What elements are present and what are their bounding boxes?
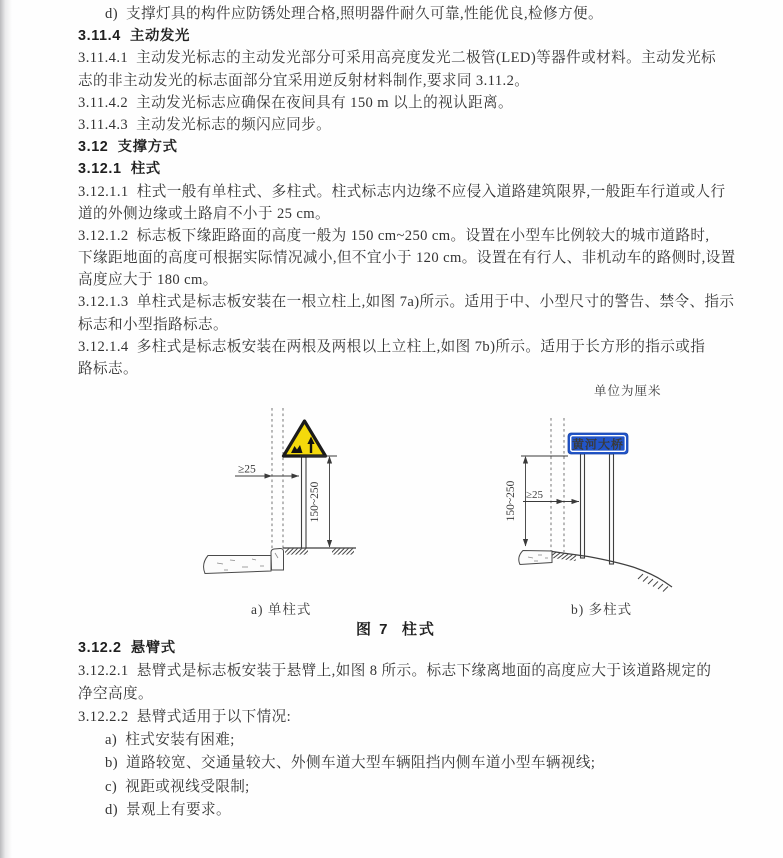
figure-caption-b: b) 多柱式 (571, 602, 633, 617)
sign-post-left (581, 454, 585, 558)
clauses-bottom (78, 637, 750, 822)
clause-3-12-2-1-cont: 净空高度。 (78, 686, 153, 703)
height-dimension-label: 150~250 (309, 481, 321, 523)
clause-item-d: d) 支撑灯具的构件应防锈处理合格,照明器件耐久可靠,性能优良,检修方便。 (105, 6, 604, 22)
clause-3-12-1-4-cont: 路标志。 (78, 361, 138, 377)
heading-3-12-1: 3.12.1 柱式 (78, 161, 161, 178)
clause-3-12-1-2-end: 高度应大于 180 cm。 (78, 272, 218, 289)
clause-3-12-1-2-cont: 下缘距地面的高度可根据实际情况减小,但不宜小于 120 cm。设置在有行人、非机动车的路侧时,设置 (78, 250, 736, 267)
clause-3-12-1-4: 3.12.1.4 多柱式是标志板安装在两根及两根以上立柱上,如图 7b)所示。适用于长方形的指示或指 (78, 338, 706, 355)
list-item-b: b) 道路较宽、交通量较大、外侧车道大型车辆阻挡内侧车道小型车辆视线; (105, 755, 596, 772)
offset-dimension-label: ≥25 (238, 463, 256, 476)
slope-hatch-ticks (638, 574, 668, 592)
figure-title: 图 7 柱式 (356, 621, 436, 638)
clause-3-12-1-1-cont: 道的外侧边缘或土路肩不小于 25 cm。 (78, 205, 331, 222)
clause-3-12-2-2: 3.12.2.2 悬臂式适用于以下情况: (78, 709, 292, 726)
warning-triangle-sign (284, 421, 326, 456)
height-dimension-label: 150~250 (505, 480, 517, 522)
curb-and-sidewalk (204, 548, 284, 573)
scan-edge-shadow (0, 0, 12, 858)
diagram-single-post (190, 400, 365, 585)
clause-3-12-1-1: 3.12.1.1 柱式一般有单柱式、多柱式。柱式标志内边缘不应侵入道路建筑限界,一般距车行道或人行 (78, 183, 726, 200)
list-item-d: d) 景观上有要求。 (105, 801, 232, 818)
curb-slab (519, 551, 552, 565)
figure-caption-a: a) 单柱式 (251, 602, 312, 617)
clause-3-12-2-1: 3.12.2.1 悬臂式是标志板安装于悬臂上,如图 8 所示。标志下缘离地面的高度应大于该道路规定的 (78, 663, 712, 680)
heading-3-12-2: 3.12.2 悬臂式 (78, 640, 176, 656)
clause-3-11-4-1: 3.11.4.1 主动发光标志的主动发光部分可采用高亮度发光二极管(LED)等器件或材料。主动发光标 (78, 50, 717, 67)
ground-hatch-right (332, 549, 354, 555)
offset-dimension-label: ≥25 (526, 489, 544, 501)
clause-3-11-4-2: 3.11.4.2 主动发光标志应确保在夜间具有 150 m 以上的视认距离。 (78, 94, 514, 111)
diagram-multi-post (490, 400, 690, 595)
edge-dashed-lines (551, 418, 564, 552)
list-item-a: a) 柱式安装有困难; (105, 732, 235, 749)
ground-hatch-left (285, 549, 308, 555)
offset-dimension (235, 464, 299, 479)
clause-3-12-1-3-cont: 标志和小型指路标志。 (78, 316, 228, 333)
clause-3-12-1-2: 3.12.1.2 标志板下缘距路面的高度一般为 150 cm~250 cm。设置在小型车比例较大的城市道路时, (78, 227, 710, 244)
heading-3-11-4: 3.11.4 主动发光 (78, 28, 190, 45)
clause-3-11-4-3: 3.11.4.3 主动发光标志的频闪应同步。 (78, 116, 332, 133)
figure-unit-label: 单位为厘米 (594, 384, 662, 398)
heading-3-12: 3.12 支撑方式 (78, 139, 178, 156)
sign-post (302, 457, 307, 548)
clause-3-12-1-3: 3.12.1.3 单柱式是标志板安装在一根立柱上,如图 7a)所示。适用于中、小型尺寸的警告、禁令、指示 (78, 294, 735, 311)
sign-post-right (610, 454, 614, 564)
clause-3-11-4-1-cont: 志的非主动发光的标志面部分宜采用逆反射材料制作,要求同 3.11.2。 (78, 72, 530, 89)
clauses-top (78, 3, 750, 380)
guide-sign (568, 433, 628, 454)
guide-sign-text: 黄河大桥 (571, 437, 625, 452)
list-item-c: c) 视距或视线受限制; (105, 778, 250, 795)
edge-dashed-lines (272, 408, 283, 551)
